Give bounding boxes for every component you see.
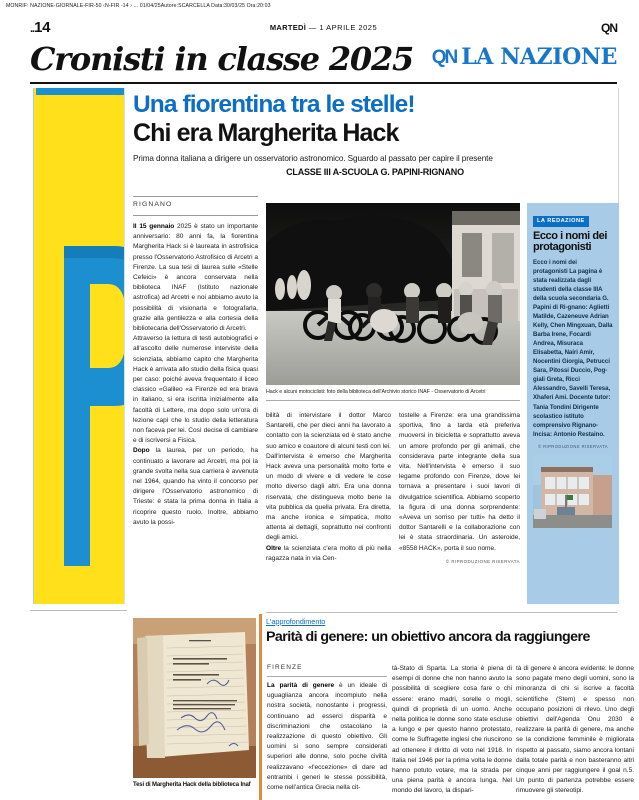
dateline-weekday: MARTEDÌ [269,23,307,32]
article-column-1: Il 15 gennaio 2025 è stato un importante anniversario: 80 anni fa, la fiorentina Margherita Hack si è laureata in astrofisica presso l'Osservatorio Astrofisico di Arcetri a Firenze. La sua tesi di laurea sulle «Stelle Cefeici» è ancora conservata nella biblioteca INAF (Istituto nazionale astrofica) ad Arcetri e noi abbiamo avuto la possibilità di visionarla e fotografarla, grazie alla gentilezza e alla cortesia della bibliotecaria dell'Osservatorio di Arcetri. Attraverso la lettura di testi autobiografici e all'ascolto delle numerose interviste della scienziata, abbiamo capito che Margherita Hack è arrivata allo studio della fisica quasi per caso: poiché aveva frequentato il liceo classico «Galileo «a Firenze ed era brava in italiano, si era iscritta inizialmente alla facoltà di Lettere, ma dopo solo un'ora di lezione capì che lo studio della letteratura non faceva per lei. Così decise di cambiare e di iscriversi a Fisica. Dopo la laurea, per un periodo, ha continuato a lavorare ad Arcetri, ma poi la grande svolta nella sua carriera è avvenuta nel 1964, quando ha vinto il concorso per dirigere l'Osservatorio astronomico di Trieste: è stata la prima donna in Italia a ricoprire questo ruolo. Inoltre, abbiamo avuto la possi- [133,223,258,526]
folio-number [30,19,50,36]
folio-value: 14 [34,19,51,36]
masthead [30,40,617,78]
sidebar-redazione [527,203,619,604]
bottom-place-rule [267,676,387,677]
sidebar-copyright: © RIPRODUZIONE RISERVATA [538,443,608,449]
article-column-2: bilità di intervistare il dottor Marco Santarelli, che per dieci anni ha lavorato a contatto con la scienziata ed è stato anche suo amico e coautore di alcuni testi con lei. Dall'intervista è emerso che Margherita Hack aveva una personalità molto forte e un modo di vivere e di vedere le cose molto diverso dagli altri. Era una donna riservata, che distingueva molto bene la vita pubblica da quella privata. Era diretta, ma anche ironica e simpatica, molto attenta ai dettagli, soprattutto nei confronti degli amici. Oltre la scienziata c'era molto di più nella ragazza nata in via Cen- [266,412,391,562]
article-photo [266,203,520,385]
headline-kicker: Una fiorentina tra le stelle! [133,91,415,118]
bottom-kicker: L'approfondimento [266,617,326,626]
bottom-column-3: tà di genere è ancora evidente: le donne sono pagate meno degli uomini, sono la minoranza di chi si iscrive a facoltà scientifiche (Stem) e spesso non occupano posizioni di rilevo. Uno degli obiettivi dell'Agenda Onu 2030 è realizzare la parità di genere, ma anche se la condizione femminile è migliorata rispetto al passato, siamo ancora lontani dalla totale parità e non basteranno altri cinque anni per raggiungere il goal n.5. Un punto di partenza potrebbe essere rimuovere gli stereotipi. [516,665,634,795]
ad-bottom-rule [30,610,127,611]
ad-letter-p-graphic [56,236,125,566]
headline-block [133,92,617,177]
article-column-3-text: tostelle a Firenze: era una grandissima sportiva, fino a tarda età preferiva muoversi in bicicletta e soprattutto aveva un amore profondo per gli animali, che considerava parte integrante della sua vita. Nell'intervista è emerso il suo legame profondo con Firenze, dove lei tornava a presentare i suoi lavori di divulgatrice scientifica. Abbiamo scoperto la figura di una donna sorprendente: «Aveva un sorriso per tutti» ha detto il dottor Santarelli e la collaborazione con lei è stata straordinaria. Un asteroide, «8558 HACK», porta il suo nome. [399,412,520,552]
thesis-photo [133,618,256,778]
article-place-label: RIGNANO [133,201,173,208]
masthead-brand [432,46,617,68]
page-topbar [30,19,617,41]
ad-top-band [36,88,124,95]
page-title: Chi era Margherita Hack [133,119,399,148]
printer-slug-line: MONRIF: NAZIONE-GIORNALE-FIR-50 ‹N-FIR -14 › ... 01/04/25Autore:SCARCELLA Data:30/03/25 Ora:20:03 [6,3,271,9]
sidebar-photo [533,455,612,528]
byline-class: CLASSE III A-SCUOLA G. PAPINI-RIGNANO [286,167,464,178]
bottom-column-1: La parità di genere è un ideale di uguaglianza ancora incompiuto nella nostra società, nonostante i progressi, continuano ad esserci disparità e discriminazioni che ostacolano la realizzazione di questo obiettivo. Gli uomini si sono sempre considerati superiori alle donne, solo poche civiltà realizzavano «l'eccezione» di dare ad entrambi i generi le stesse possibilità, come nell'antica Grecia nella cit- [267,682,388,792]
qn-logo-icon: QN [601,21,617,35]
dateline-separator: — [308,23,317,32]
bottom-column-2: tà-Stato di Sparta. La storia è piena di esempi di donne che non hanno avuto la possibilità di scegliere cosa fare o chi essere: erano madri, sorelle o mogli, quindi di proprietà di un uomo. Anche nella politica le donne sono state escluse a lungo e per questo hanno protestato, come le Suffragette inglesi che riuscirono ad ottenere il diritto di voto nel 1918. In Italia nel 1946 per la prima volta le donne hanno potuto votare, ma la strada per una piena parità è ancora lunga. Nel mondo del lavoro, la dispari- [392,665,512,795]
dateline-date: 1 APRILE 2025 [319,23,378,32]
dateline [270,23,377,32]
sidebar-title: Ecco i nomi dei protagonisti [533,229,607,254]
brand-name: LA NAZIONE [461,44,617,70]
article-column-3 [399,411,520,566]
article-photo-caption: Hack e alcuni motociclisti: foto della biblioteca dell'Archivio storico INAF - Osservatorio di Arcetri [266,389,486,395]
thesis-photo-caption: Tesi di Margherita Hack della biblioteca Inaf [133,782,251,788]
qn-badge-icon: QN [431,46,457,68]
school-building-photo-graphic [533,455,612,528]
headline-subhead: Prima donna italiana a dirigere un osservatorio astronomico. Sguardo al passato per capire il presente [133,153,493,163]
bottom-place-label: FIRENZE [267,664,303,671]
advertisement-strip [33,88,125,604]
bottom-accent-bar [259,614,262,800]
motorcycles-photo-graphic [266,203,520,385]
masthead-title: Cronisti in classe 2025 [30,40,414,78]
article-rule-under-place [133,215,258,216]
sidebar-body-text: Ecco i nomi dei protagonisti La pagina è stata realizzata dagli studenti della classe IIIA della scuola secondaria G. Papini di Ri-gnano: Aglietti Matilde, Cazeneuve Adrian Kelly, Chen Mingxuan, Dalla Barba Irene, Focardi Andrea, Misuraca Elisabetta, Nairi Amir, Nocentini Giorgia, Petrucci Sara, Pitossi Duccio, Pog-giali Greta, Ricci Alessandro, Savelli Teresa, Xhaferi Ami. Docente tutor: Tania Tondini Dirigente scolastico istituto comprensivo Rignano-Incisa: Antonio Restaino. [533,259,613,438]
sidebar-tag-badge: LA REDAZIONE [533,216,589,227]
article-rule-top [133,196,258,197]
folio-dots: .. [30,23,35,35]
thesis-manuscript-photo-graphic [133,618,256,778]
article-photo-caption-rule [266,400,520,401]
masthead-rule [30,82,617,84]
bottom-section-rule [266,612,617,613]
article-copyright: © RIPRODUZIONE RISERVATA [446,558,520,564]
bottom-headline: Parità di genere: un obiettivo ancora da raggiungere [266,629,590,645]
